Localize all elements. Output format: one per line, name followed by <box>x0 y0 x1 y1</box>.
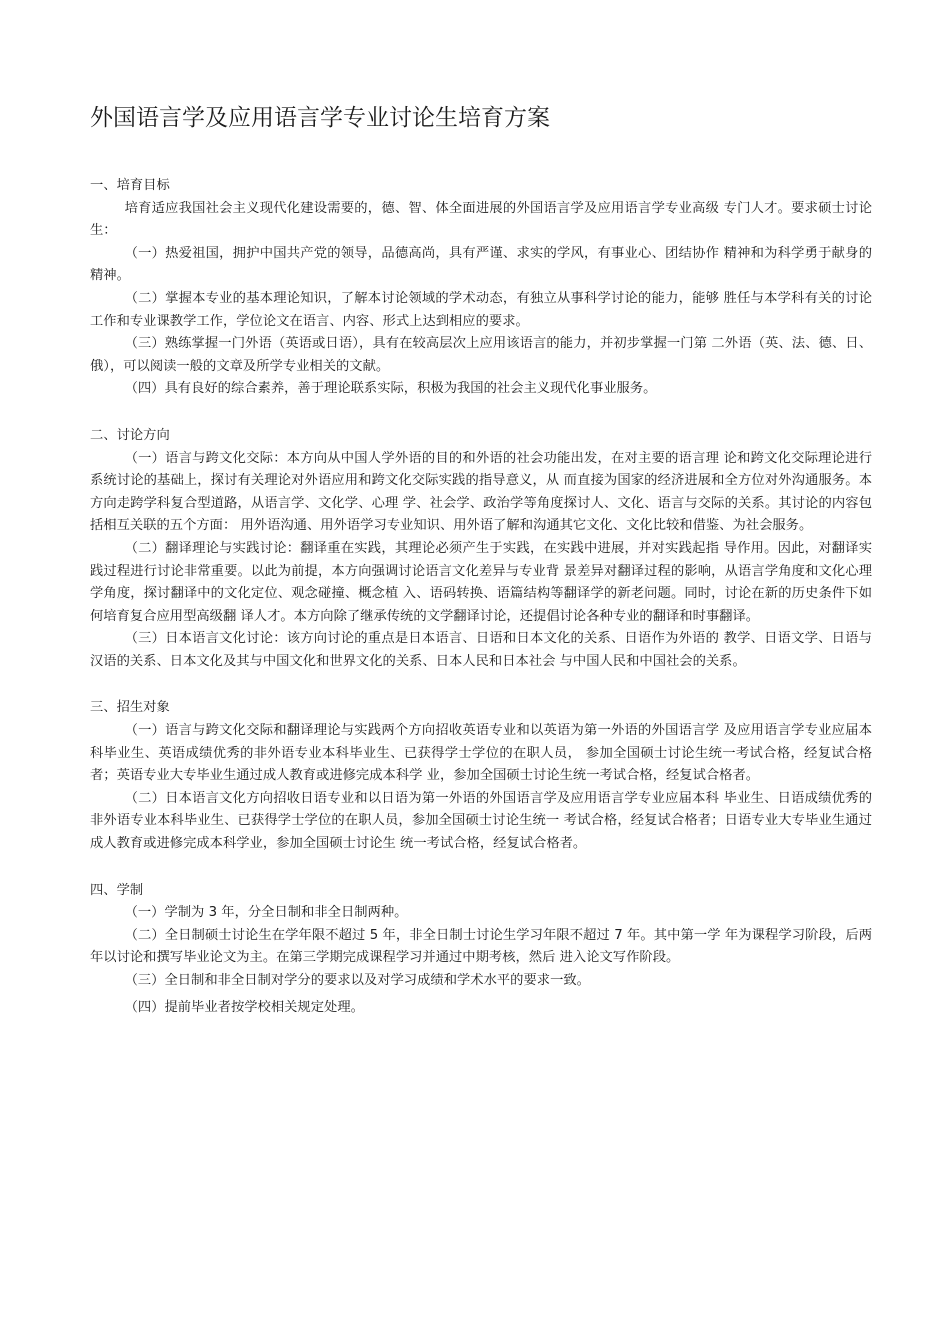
section-heading: 三、招生对象 <box>90 700 170 716</box>
paragraph: （二）日本语言文化方向招收日语专业和以日语为第一外语的外国语言学及应用语言学专业应届本科 毕业生、日语成绩优秀的非外语专业本科毕业生、已获得学士学位的在职人员，参加全国硕士讨论生统一 考试合格，经复试合格者；日语专业大专毕业生通过成人教育或进修完成本科学业，参加全国硕士讨论生 统一考试合格，经复试合格者。 <box>90 790 872 852</box>
paragraph: （三）全日制和非全日制对学分的要求以及对学习成绩和学术水平的要求一致。 <box>124 973 590 988</box>
paragraph: （二）掌握本专业的基本理论知识，了解本讨论领域的学术动态，有独立从事科学讨论的能力，能够 胜任与本学科有关的讨论工作和专业课教学工作，学位论文在语言、内容、形式上达到相应的要求。 <box>90 290 872 329</box>
paragraph: （三）熟练掌握一门外语（英语或日语），具有在较高层次上应用该语言的能力，并初步掌握一门第 二外语（英、法、德、日、俄），可以阅读一般的文章及所学专业相关的文献。 <box>90 336 872 374</box>
section-research-directions <box>90 425 872 674</box>
section-enrollment <box>90 697 872 855</box>
section-heading: 四、学制 <box>90 882 144 898</box>
paragraph: （三）日本语言文化讨论：该方向讨论的重点是日本语言、日语和日本文化的关系、日语作为外语的 教学、日语文学、日语与汉语的关系、日本文化及其与中国文化和世界文化的关系、日本人民和日本社会 与中国人民和中国社会的关系。 <box>90 631 872 669</box>
paragraph: （二）全日制硕士讨论生在学年限不超过 5 年，非全日制士讨论生学习年限不超过 7 年。其中第一学 年为课程学习阶段，后两年以讨论和撰写毕业论文为主。在第三学期完成课程学习并通过中期考核，然后 进入论文写作阶段。 <box>90 927 872 966</box>
paragraph: （一）热爱祖国，拥护中国共产党的领导，品德高尚，具有严谨、求实的学风，有事业心、团结协作 精神和为科学勇于献身的精神。 <box>90 245 872 284</box>
paragraph: （四）提前毕业者按学校相关规定处理。 <box>124 999 364 1015</box>
paragraph: 培育适应我国社会主义现代化建设需要的，德、智、体全面进展的外国语言学及应用语言学专业高级 专门人才。要求硕士讨论生： <box>90 200 872 239</box>
paragraph: （一）学制为 3 年，分全日制和非全日制两种。 <box>124 905 408 921</box>
paragraph: （四）具有良好的综合素养，善于理论联系实际，积极为我国的社会主义现代化事业服务。 <box>124 381 657 397</box>
paragraph: （二）翻译理论与实践讨论：翻译重在实践，其理论必须产生于实践，在实践中进展，并对实践起指 导作用。因此，对翻译实践过程进行讨论非常重要。以此为前提，本方向强调讨论语言文化差异与专业背 景差异对翻译过程的影响，从语言学角度和文化心理学角度，探讨翻译中的文化定位、观念碰撞、概念植 入、语码转换、语篇结构等翻译学的新老问题。同时，讨论在新的历史条件下如何培育复合应用型高级翻 译人才。本方向除了继承传统的文学翻译讨论，还提倡讨论各种专业的翻译和时事翻译。 <box>90 540 872 624</box>
document-title: 外国语言学及应用语言学专业讨论生培育方案 <box>90 105 550 131</box>
paragraph: （一）语言与跨文化交际和翻译理论与实践两个方向招收英语专业和以英语为第一外语的外国语言学 及应用语言学专业应届本科毕业生、英语成绩优秀的非外语专业本科毕业生、已获得学士学位的在职人员， 参加全国硕士讨论生统一考试合格，经复试合格者；英语专业大专毕业生通过成人教育或进修完成本科学 业，参加全国硕士讨论生统一考试合格，经复试合格者。 <box>90 723 872 784</box>
paragraph: （一）语言与跨文化交际：本方向从中国人学外语的目的和外语的社会功能出发，在对主要的语言理 论和跨文化交际理论进行系统讨论的基础上，探讨有关理论对外语应用和跨文化交际实践的指导意义，从 而直接为国家的经济进展和全方位对外沟通服务。本方向走跨学科复合型道路，从语言学、文化学、心理 学、社会学、政治学等角度探讨人、文化、语言与交际的关系。其讨论的内容包括相互关联的五个方面： 用外语沟通、用外语学习专业知识、用外语了解和沟通其它文化、文化比较和借鉴、为社会服务。 <box>90 450 872 534</box>
section-study-length <box>90 880 872 1020</box>
section-heading: 一、培育目标 <box>90 178 170 193</box>
section-heading: 二、讨论方向 <box>90 427 170 443</box>
document-body <box>90 175 872 1019</box>
section-training-goals <box>90 175 872 401</box>
